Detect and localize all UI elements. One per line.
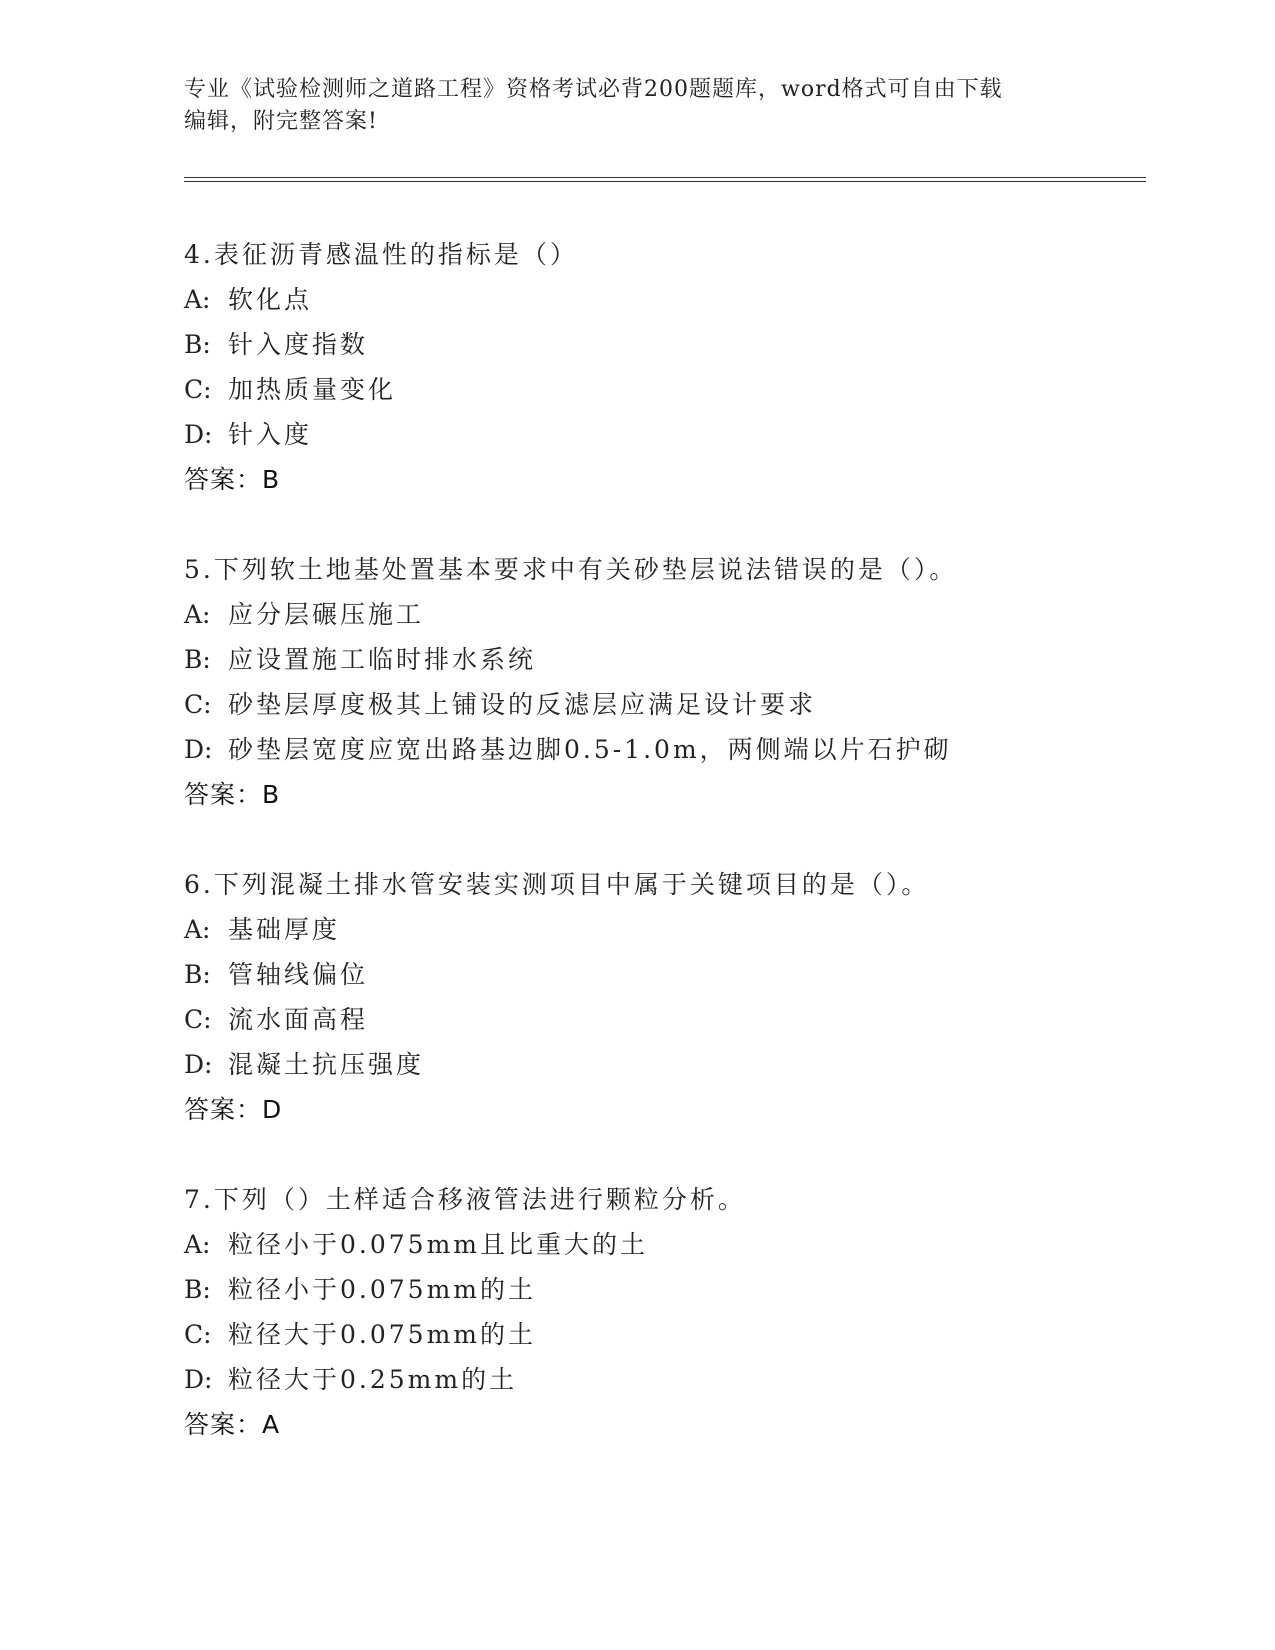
option-b	[184, 637, 1144, 682]
question-6	[184, 862, 1144, 1132]
option-text: 粒径大于0.075mm的土	[228, 1320, 536, 1349]
option-a	[184, 1222, 1144, 1267]
document-header	[184, 74, 1064, 138]
option-text: 软化点	[228, 285, 313, 314]
answer-line: 答案：B	[184, 465, 281, 494]
question-4	[184, 232, 1144, 502]
option-text: 粒径小于0.075mm且比重大的土	[228, 1230, 648, 1259]
option-c	[184, 1312, 1144, 1357]
option-letter: A:	[184, 285, 211, 314]
question-stem: 5.下列软土地基处置基本要求中有关砂垫层说法错误的是（）。	[184, 555, 958, 584]
option-letter: A:	[184, 915, 211, 944]
option-text: 针入度	[228, 420, 313, 449]
option-letter: A:	[184, 600, 211, 629]
header-line-2: 编辑，附完整答案!	[184, 109, 378, 134]
option-text: 混凝土抗压强度	[228, 1050, 425, 1079]
option-text: 砂垫层厚度极其上铺设的反滤层应满足设计要求	[228, 690, 817, 719]
answer-line: 答案：B	[184, 780, 281, 809]
option-letter: B:	[184, 645, 211, 674]
option-text: 流水面高程	[228, 1005, 369, 1034]
question-5	[184, 547, 1144, 817]
option-text: 粒径大于0.25mm的土	[228, 1365, 518, 1394]
option-text: 应分层碾压施工	[228, 600, 425, 629]
question-stem: 4.表征沥青感温性的指标是（）	[184, 240, 578, 269]
header-line-1: 专业《试验检测师之道路工程》资格考试必背200题题库，word格式可自由下载	[184, 77, 1003, 102]
question-7	[184, 1177, 1144, 1447]
option-a	[184, 907, 1144, 952]
header-divider-bottom	[184, 181, 1146, 182]
option-letter: B:	[184, 1275, 211, 1304]
option-letter: B:	[184, 960, 211, 989]
option-d	[184, 1357, 1144, 1402]
option-d	[184, 412, 1144, 457]
option-letter: B:	[184, 330, 211, 359]
question-stem: 7.下列（）土样适合移液管法进行颗粒分析。	[184, 1185, 746, 1214]
option-text: 粒径小于0.075mm的土	[228, 1275, 536, 1304]
option-letter: C:	[184, 375, 212, 404]
option-b	[184, 952, 1144, 997]
option-d	[184, 1042, 1144, 1087]
option-d	[184, 727, 1144, 772]
option-text: 应设置施工临时排水系统	[228, 645, 537, 674]
option-c	[184, 367, 1144, 412]
option-letter: C:	[184, 1005, 212, 1034]
option-letter: D:	[184, 420, 213, 449]
option-c	[184, 682, 1144, 727]
option-b	[184, 1267, 1144, 1312]
answer-line: 答案：A	[184, 1410, 281, 1439]
option-text: 砂垫层宽度应宽出路基边脚0.5-1.0m，两侧端以片石护砌	[228, 735, 952, 764]
option-letter: A:	[184, 1230, 211, 1259]
option-a	[184, 592, 1144, 637]
option-letter: C:	[184, 1320, 212, 1349]
option-letter: D:	[184, 735, 213, 764]
option-text: 基础厚度	[228, 915, 341, 944]
option-c	[184, 997, 1144, 1042]
question-stem: 6.下列混凝土排水管安装实测项目中属于关键项目的是（）。	[184, 870, 930, 899]
option-text: 管轴线偏位	[228, 960, 369, 989]
option-text: 加热质量变化	[228, 375, 397, 404]
option-a	[184, 277, 1144, 322]
option-b	[184, 322, 1144, 367]
option-letter: D:	[184, 1050, 213, 1079]
option-letter: D:	[184, 1365, 213, 1394]
answer-line: 答案：D	[184, 1095, 283, 1124]
option-letter: C:	[184, 690, 212, 719]
header-divider-top	[184, 177, 1146, 178]
option-text: 针入度指数	[228, 330, 369, 359]
